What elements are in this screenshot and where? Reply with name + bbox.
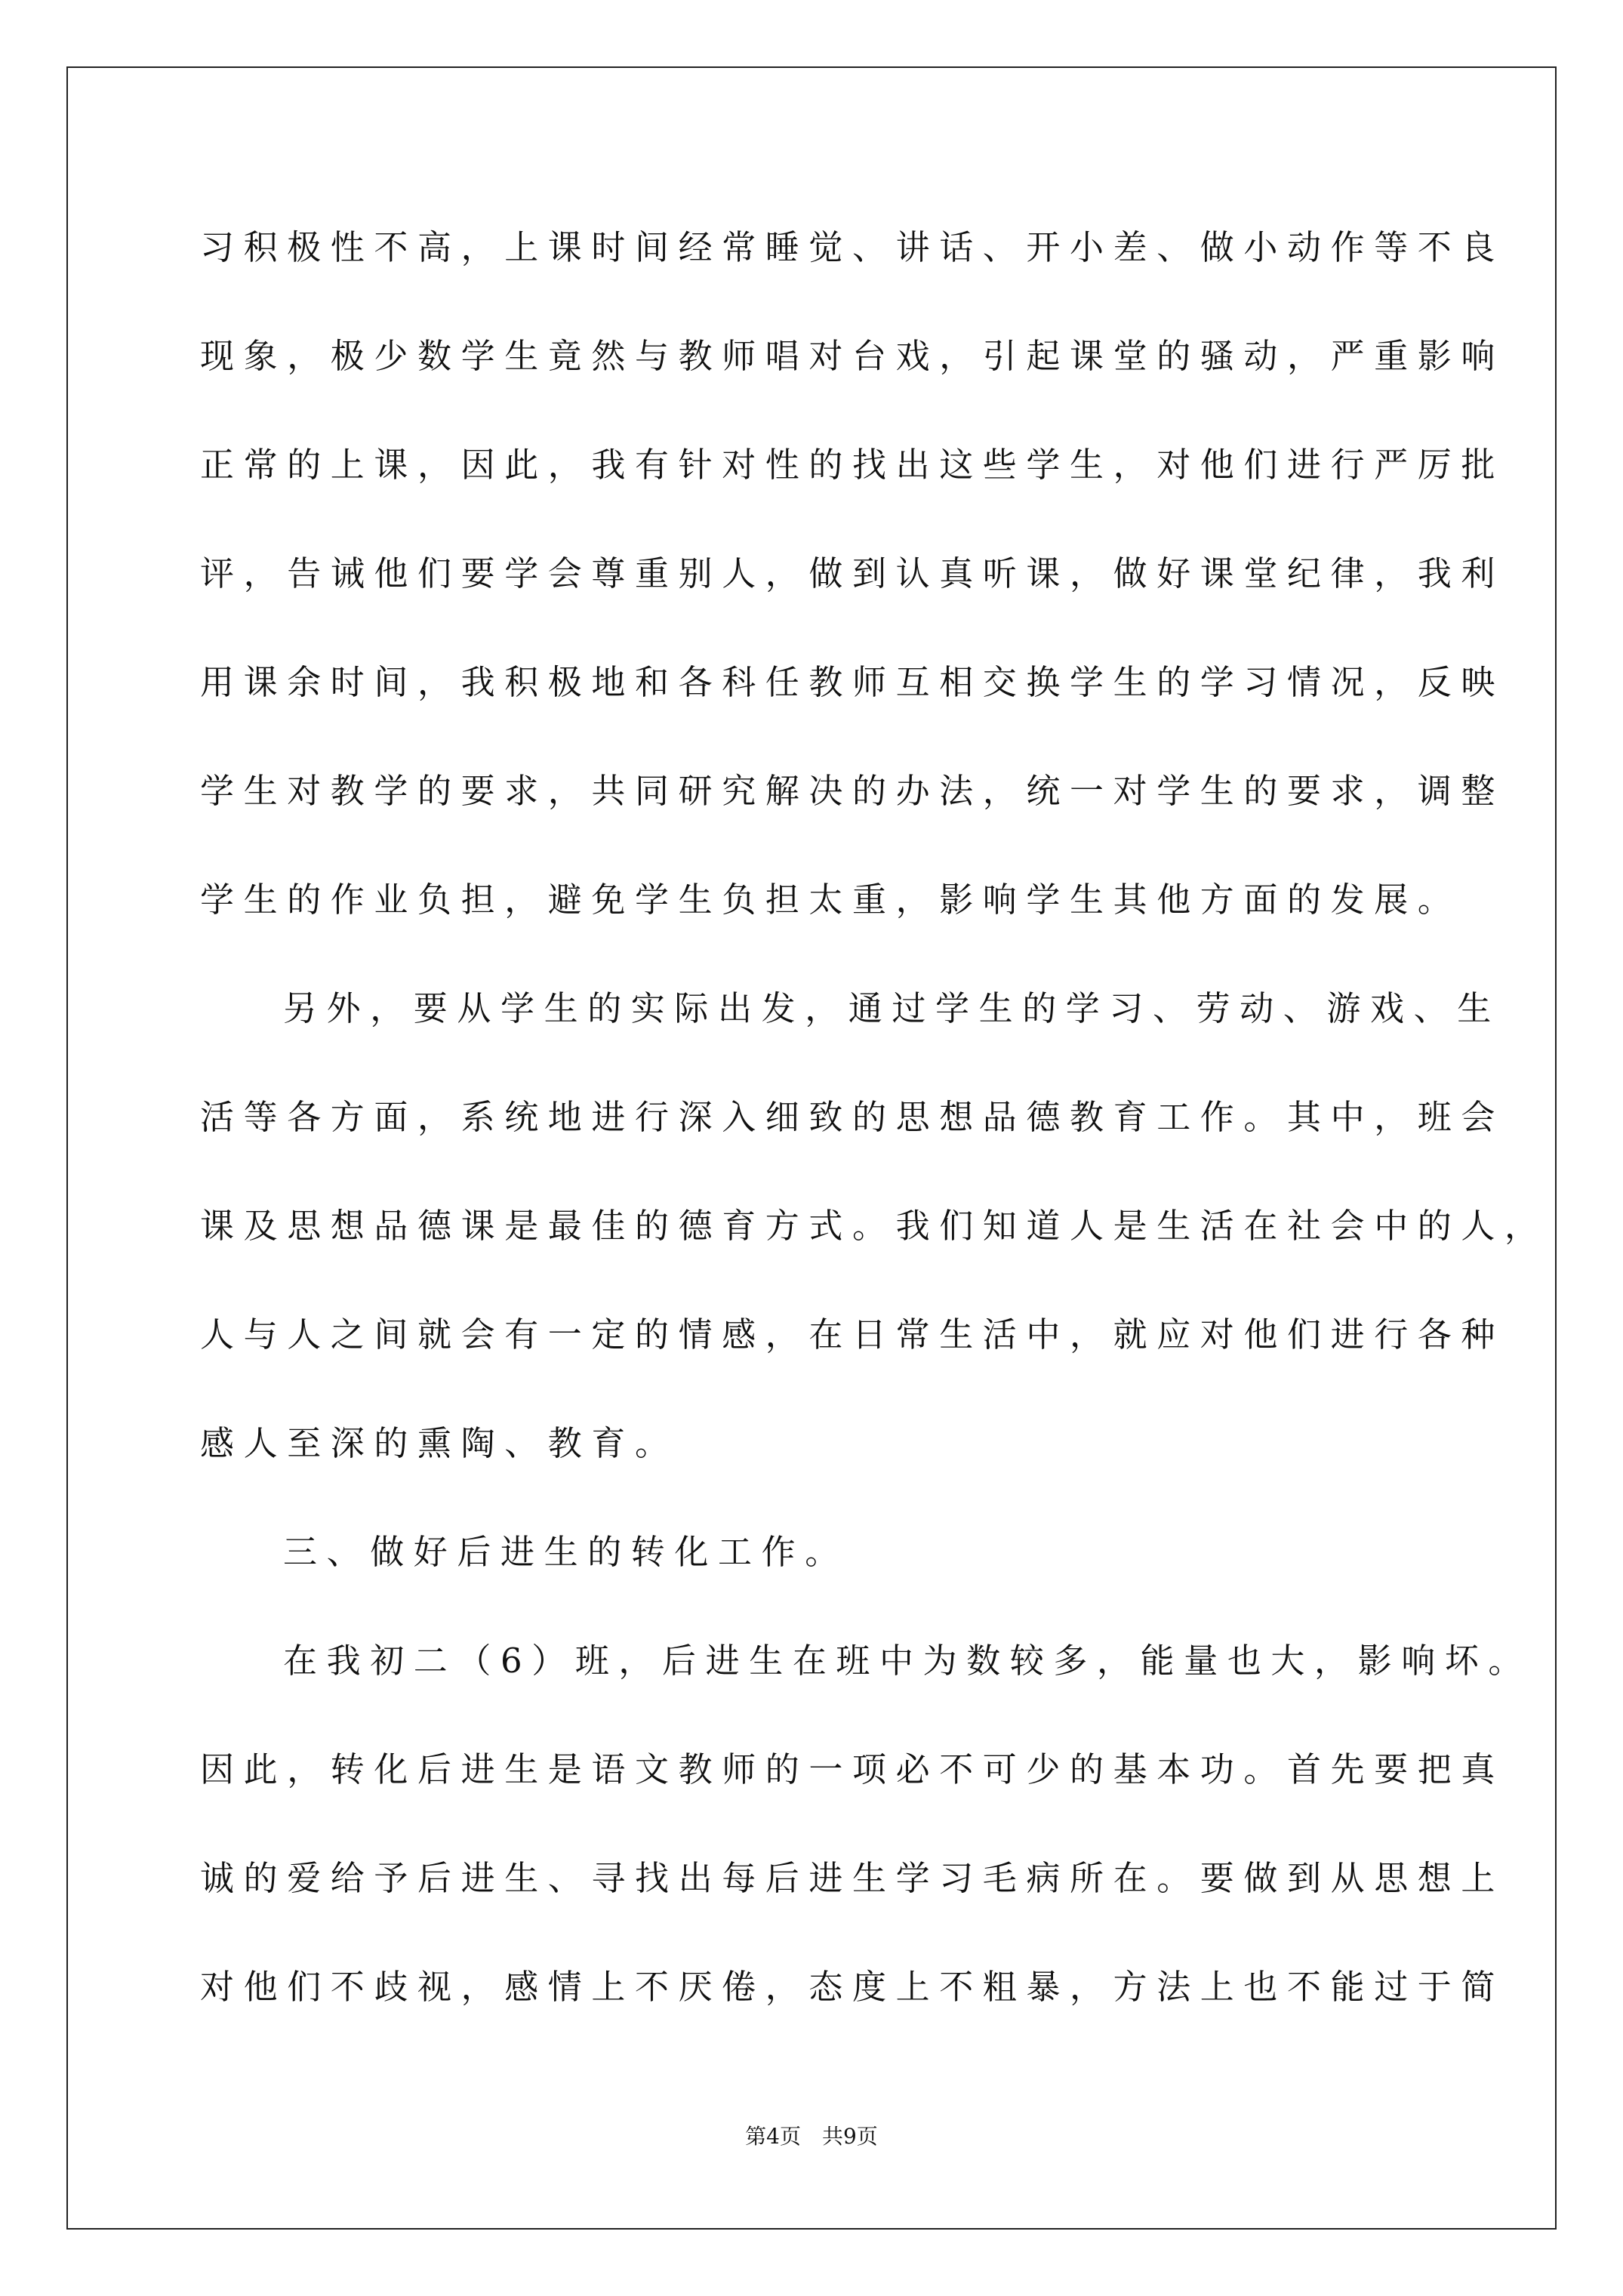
paragraph-line: 感人至深的熏陶、教育。	[200, 1423, 679, 1463]
paragraph-line: 在我初二（6）班，后进生在班中为数较多，能量也大，影响坏。	[283, 1641, 1532, 1681]
paragraph-line: 活等各方面，系统地进行深入细致的思想品德教育工作。其中，班会	[200, 1097, 1505, 1137]
paragraph-line: 习积极性不高，上课时间经常睡觉、讲话、开小差、做小动作等不良	[200, 227, 1505, 267]
paragraph-line: 学生对教学的要求，共同研究解决的办法，统一对学生的要求，调整	[200, 771, 1505, 811]
paragraph-line: 另外，要从学生的实际出发，通过学生的学习、劳动、游戏、生	[283, 988, 1501, 1028]
page-border	[66, 66, 1557, 2230]
paragraph-line: 对他们不歧视，感情上不厌倦，态度上不粗暴，方法上也不能过于简	[200, 1967, 1505, 2007]
paragraph-line: 因此，转化后进生是语文教师的一项必不可少的基本功。首先要把真	[200, 1749, 1505, 1789]
paragraph-line: 评，告诫他们要学会尊重别人，做到认真听课，做好课堂纪律，我利	[200, 553, 1505, 593]
paragraph-line: 正常的上课，因此，我有针对性的找出这些学生，对他们进行严厉批	[200, 445, 1505, 485]
paragraph-line: 人与人之间就会有一定的情感，在日常生活中，就应对他们进行各种	[200, 1314, 1505, 1354]
paragraph-line: 现象，极少数学生竟然与教师唱对台戏，引起课堂的骚动，严重影响	[200, 336, 1505, 376]
paragraph-line: 诚的爱给予后进生、寻找出每后进生学习毛病所在。要做到从思想上	[200, 1858, 1505, 1898]
paragraph-line: 课及思想品德课是最佳的德育方式。我们知道人是生活在社会中的人，	[200, 1206, 1548, 1246]
page-number-footer: 第4页 共9页	[745, 2124, 878, 2149]
paragraph-line: 学生的作业负担，避免学生负担太重，影响学生其他方面的发展。	[200, 880, 1461, 920]
paragraph-line: 用课余时间，我积极地和各科任教师互相交换学生的学习情况，反映	[200, 662, 1505, 702]
section-heading: 三、做好后进生的转化工作。	[283, 1532, 848, 1572]
